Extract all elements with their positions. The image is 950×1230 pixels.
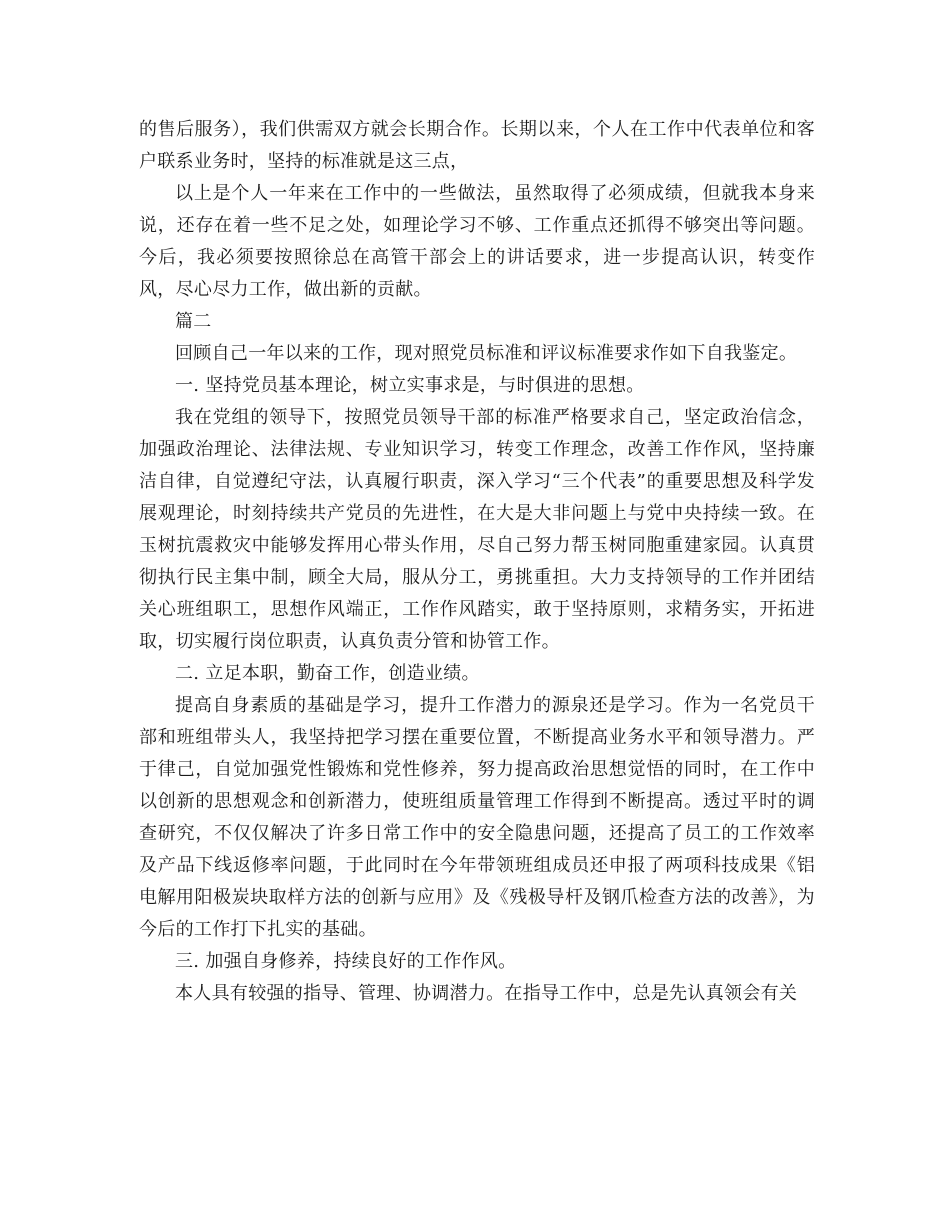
paragraph-summary: 以上是个人一年来在工作中的一些做法，虽然取得了必须成绩，但就我本身来说，还存在着一些不足之处，如理论学习不够、工作重点还抓得不够突出等问题。今后，我必须要按照徐总在高管干部会上的讲话要求，进一步提高认识，转变作风，尽心尽力工作，做出新的贡献。	[139, 183, 815, 300]
paragraph-item-three: 本人具有较强的指导、管理、协调潜力。在指导工作中，总是先认真领会有关	[175, 983, 798, 1004]
heading-item-two: 二. 立足本职，勤奋工作，创造业绩。	[175, 663, 480, 684]
heading-item-three: 三. 加强自身修养，持续良好的工作作风。	[175, 951, 517, 972]
paragraph-item-one: 我在党组的领导下，按照党员领导干部的标准严格要求自己，坚定政治信念，加强政治理论、法律法规、专业知识学习，转变工作理念，改善工作作风，坚持廉洁自律，自觉遵纪守法，认真履行职责，深入学习“三个代表”的重要思想及科学发展观理论，时刻持续共产党员的先进性，在大是大非问题上与党中央持续一致。在玉树抗震救灾中能够发挥用心带头作用，尽自己努力帮玉树同胞重建家园。认真贯彻执行民主集中制，顾全大局，服从分工，勇挑重担。大力支持领导的工作并团结关心班组职工，思想作风端正，工作作风踏实，敢于坚持原则，求精务实，开拓进取，切实履行岗位职责，认真负责分管和协管工作。	[139, 407, 815, 652]
paragraph-item-two: 提高自身素质的基础是学习，提升工作潜力的源泉还是学习。作为一名党员干部和班组带头人，我坚持把学习摆在重要位置，不断提高业务水平和领导潜力。严于律己，自觉加强党性锻炼和党性修养，努力提高政治思想觉悟的同时，在工作中以创新的思想观念和创新潜力，使班组质量管理工作得到不断提高。透过平时的调查研究，不仅仅解决了许多日常工作中的安全隐患问题，还提高了员工的工作效率及产品下线返修率问题，于此同时在今年带领班组成员还申报了两项科技成果《铝电解用阳极炭块取样方法的创新与应用》及《残极导杆及钢爪检查方法的改善》，为今后的工作打下扎实的基础。	[139, 695, 815, 940]
document-body	[139, 114, 815, 1010]
section-heading-part-two: 篇二	[175, 311, 212, 332]
heading-item-one: 一. 坚持党员基本理论，树立实事求是，与时俱进的思想。	[175, 375, 645, 396]
paragraph-intro: 回顾自己一年以来的工作，现对照党员标准和评议标准要求作如下自我鉴定。	[175, 343, 798, 364]
paragraph-continuation: 的售后服务），我们供需双方就会长期合作。长期以来，个人在工作中代表单位和客户联系业务时，坚持的标准就是这三点，	[139, 119, 815, 172]
